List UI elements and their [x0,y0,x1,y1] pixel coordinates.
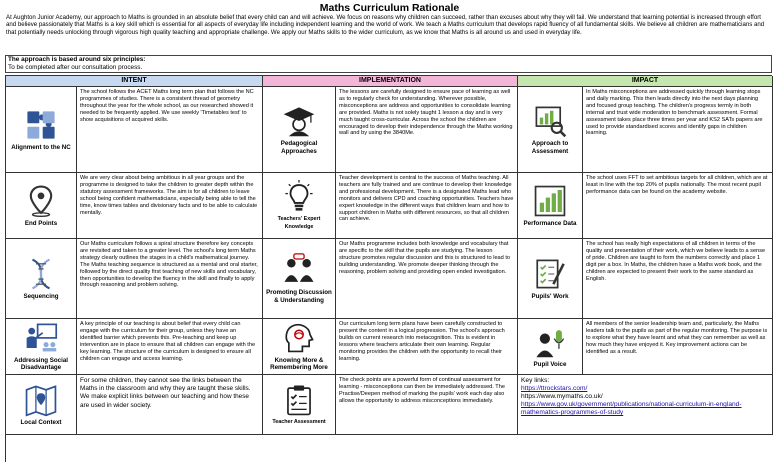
header-intent: INTENT [6,76,263,87]
impl-icon-cell [263,375,336,435]
link-national-curriculum[interactable]: https://www.gov.uk/government/publications/national-curriculum-in-england-mathematics-programmes-of-study [521,401,742,416]
impact-icon-cell [518,239,583,319]
key-links-cell [518,375,773,435]
lightbulb-icon [282,180,316,214]
impl-text: Our Maths programme includes both knowledge and vocabulary that are specific to the skill that the pupils are studying. The lesson structure promotes regular discussion and this is structured to lead to building understanding. We promote deeper thinking through the reasoning, problem solving and providing open ended investigation. [336,239,518,319]
map-pin-icon [24,184,58,218]
speech-bubbles-icon [282,253,316,287]
impact-text: The school has really high expectations of all children in terms of the quality and presentation of their work, which we believe leads to a sense of pride. Children are taught to form the numbers correctly and place 1 digit per a box. In Maths, the children have a Maths work book, and the children are expected to present their work to the same standard as English. [583,239,773,319]
link-ttrockstars[interactable]: https://ttrockstars.com/ [521,385,588,392]
impl-label: Teacher Assessment [272,418,326,425]
impl-text: The lessons are carefully designed to ensure pace of learning as well as to regularly check for understanding. Wherever possible, misconceptions are address and opportunities to consolidate learning are provided. Maths is not solely taught 1 lesson a day and is very much taught cross-curricular. Across the school the children are encouraged to develop their independence through the Maths working wall and by using the 3840Me. [336,87,518,173]
dna-icon [24,257,58,291]
impact-label: Pupil Voice [533,360,567,368]
rationale-table [5,75,772,462]
intent-text: A key principle of our teaching is about belief that every child can engage with the curriculum for their group, unless they have an identified barrier which prevents this. Pre-teaching and keep up intervention are in place to ensure that all children can engage with the key learning. The structure of the curriculum is designed to ensure all children can engage and access learning. [77,319,263,375]
header-implementation: IMPLEMENTATION [263,76,518,87]
intent-text: Our Maths curriculum follows a spiral structure therefore key concepts are revisited and taken to a greater level. The school's long term Maths strategy clearly outlines the stages in a child's mathematical journey. The Maths teaching sequence is structured as a mental and oral starter, followed by the direct quality first teaching of new skills and vocabulary, then opportunities to develop the fluency in the skill and finally to apply through reasoning and problem solving. [77,239,263,319]
key-links-heading: Key links: [521,377,550,384]
intent-icon-cell [6,319,77,375]
intent-icon-cell [6,375,77,435]
intent-label: Alignment to the NC [11,143,71,151]
impact-label: Performance Data [523,219,577,227]
impact-text: All members of the senior leadership team and, particularly, the Maths leaders talk to the pupils as part of the regular monitoring. The purpose is to explore what they have learnt and what they can remember as well as how much they have enjoyed it. Key improvement actions can be identified as a result. [583,319,773,375]
intent-label: End Points [24,219,58,227]
impact-icon-cell [518,319,583,375]
impact-icon-cell [518,87,583,173]
magnifier-chart-icon [533,104,567,138]
impl-label: Promoting Discussion & Understanding [266,288,332,304]
approach-box [5,55,772,73]
impl-label: Teachers' Expert Knowledge [277,215,321,230]
impact-icon-cell [518,173,583,239]
impl-text: The check points are a powerful form of continual assessment for learning - misconceptions can then be immediately addressed. The Practise/Deepen method of marking the pupils' work each day also allows the opportunity to address misconceptions immediately. [336,375,518,435]
intent-text: We are very clear about being ambitious in all year groups and the programme is designed to take the children to greater depth within the statutory assessment frameworks. The aim is for all children to leave school being confident mathematicians, especially being able to tell the time, know times tables and divisionary facts and to be able to calculate mentally. [77,173,263,239]
intent-icon-cell [6,173,77,239]
header-impact: IMPACT [518,76,773,87]
brain-head-icon [282,321,316,355]
bar-chart-icon [533,184,567,218]
impl-text: Our curriculum long term plans have been carefully constructed to present the content in a logical progression. The school's approach builds on current research into metacognition. This is evident in lessons where teachers articulate their own learning. Regular monitoring provides the children with the opportunity to recall their learning. [336,319,518,375]
intent-label: Local Context [20,418,62,426]
impl-text: Teacher development is central to the success of Maths teaching. All teachers are fully trained and are continue to develop their knowledge and professional development. There is a designated Maths lead who monitors and delivers CPD and coaching opportunities. Teachers have expert knowledge in the different ways that children learn and how to support children in Maths with different resources, so that all children can achieve. [336,173,518,239]
puzzle-icon [24,108,58,142]
intent-text: The school follows the ACET Maths long term plan that follows the NC programmes of studies. There is a consistent thread of geometry throughout the year for the whole school, as our researched showed it needed to be frequently applied. We use weekly 'Timetables test' to show acquisitions of acquired skills. [77,87,263,173]
impl-label: Pedagogical Approaches [280,139,318,155]
teacher-board-icon [24,321,58,355]
intent-icon-cell [6,87,77,173]
intent-label: Addressing Social Disadvantage [14,356,68,372]
checklist-pen-icon [533,257,567,291]
graduate-icon [282,104,316,138]
impact-label: Approach to Assessment [531,139,569,155]
intent-label: Sequencing [23,292,59,300]
clipboard-icon [282,383,316,417]
impl-icon-cell [263,319,336,375]
microphone-icon [533,325,567,359]
approach-heading: The approach is based around six principles: [8,56,146,63]
approach-note: To be completed after our consultation process. [8,64,143,71]
page-title: Maths Curriculum Rationale [319,2,460,14]
impl-icon-cell [263,173,336,239]
impact-text: In Maths misconceptions are addressed quickly through learning stops and daily marking. This then leads directly into the next days planning and focused group teaching. The children's progress termly in both internal and trust wide moderation to benchmark assessment. Formal assessment takes place three times per year and KS2 SATs papers are used to provide standardised scores and identify gaps in children learning. [583,87,773,173]
intro-paragraph: At Aughton Junior Academy, our approach to Maths is grounded in an absolute belief that every child can and will achieve. We focus on reasons why children can succeed, rather than excuses about why they will fail. We understand that learning potential is increased through effort and believe passionately that Maths is a key skill which is essential for all aspects of everyday life including independent learning and the world of work. We teach a Maths curriculum that develops rapid fluency of all fundamental skills. We believe all children are mathematicians and that potentially needs unlocking through vigorous high quality teaching and appropriate challenge. We apply our Maths skills to the wider curriculum, as we know that Maths is all around us and used in everyday life. [6,14,765,36]
impl-label: Knowing More & Remembering More [270,356,328,372]
impl-icon-cell [263,87,336,173]
impact-text: The school uses FFT to set ambitious targets for all children, which are at least in line with the top 20% of pupils nationally. The most recent pupil performance data can be found on the academy website. [583,173,773,239]
impact-label: Pupils' Work [531,292,569,300]
intent-text: For some children, they cannot see the links between the Maths in the classroom and why they are taught these skills. We make explicit links between our teaching and how these are used in wider society. [77,375,263,435]
impl-icon-cell [263,239,336,319]
link-mymaths[interactable]: https://www.mymaths.co.uk/ [521,393,603,400]
intent-icon-cell [6,239,77,319]
local-map-icon [24,383,58,417]
